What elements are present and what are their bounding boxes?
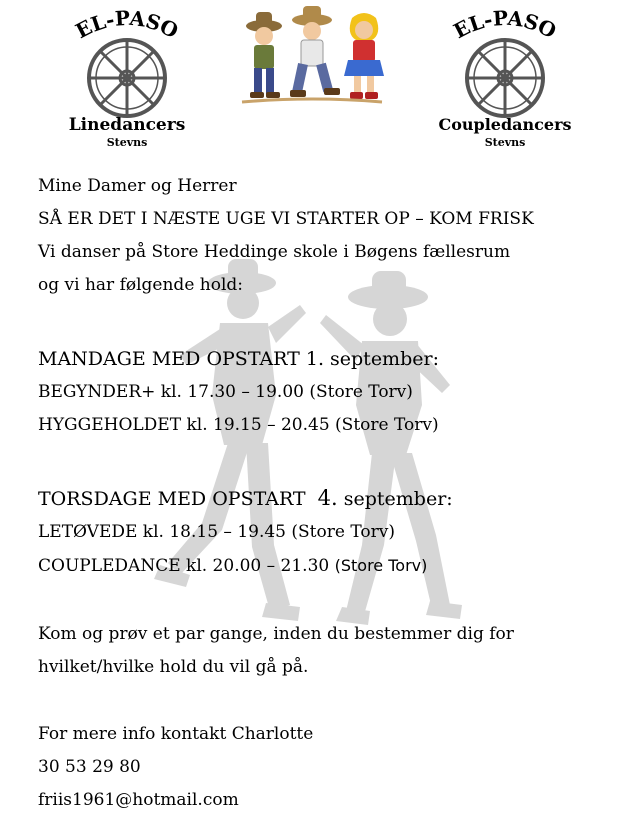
monday-class-beginner: BEGYNDER+ kl. 17.30 – 19.00 (Store Torv) [38,382,413,402]
el-paso-linedancers-logo [52,6,202,156]
monday-heading: MANDAGE MED OPSTART 1. september: [38,348,439,370]
invite-line-1: Kom og prøv et par gange, inden du bestemmer dig for [38,624,514,644]
thursday-heading-number: 4. [317,486,338,510]
location-line: Vi danser på Store Heddinge skole i Bøgens fællesrum [38,242,511,262]
classes-intro: og vi har følgende hold: [38,275,244,295]
logo-sub-text: Stevns [106,136,148,149]
thursday-class-coupledance [38,549,622,583]
logo-top-text: EL-PASO [449,6,561,44]
svg-text:EL-PASO [72,6,183,43]
contact-section [38,718,622,817]
logo-sub-text: Stevns [484,136,526,149]
thursday-section [38,482,622,583]
contact-phone: 30 53 29 80 [38,757,141,777]
thursday-heading-prefix: TORSDAGE MED OPSTART [38,488,318,510]
coupledance-location: (Store Torv) [334,556,428,575]
start-announcement: SÅ ER DET I NÆSTE UGE VI STARTER OP – KOM FRISK [38,209,534,229]
logo-top-text: EL-PASO [71,6,183,44]
monday-section [38,343,622,442]
wagon-wheel-icon [89,40,165,116]
contact-email[interactable]: friis1961@hotmail.com [38,790,239,810]
invite-section [38,618,622,684]
thursday-class-letovede: LETØVEDE kl. 18.15 – 19.45 (Store Torv) [38,522,395,542]
thursday-heading-suffix: september: [337,488,453,510]
thursday-heading [38,482,622,516]
wagon-wheel-icon [467,40,543,116]
intro-section [38,170,622,302]
el-paso-coupledancers-logo [430,6,580,156]
dancers-silhouette-watermark [150,245,480,645]
coupledance-time: COUPLEDANCE kl. 20.00 – 21.30 [38,556,335,576]
logo-main-text: Coupledancers [438,115,572,134]
invite-line-2: hvilket/hvilke hold du vil gå på. [38,657,309,677]
contact-line: For mere info kontakt Charlotte [38,724,314,744]
logo-main-text: Linedancers [68,115,186,135]
monday-class-hyggeholdet: HYGGEHOLDET kl. 19.15 – 20.45 (Store Torv) [38,415,439,435]
greeting: Mine Damer og Herrer [38,176,237,196]
dancing-cowboys-cartoon [232,4,392,109]
svg-text:EL-PASO [450,6,561,43]
